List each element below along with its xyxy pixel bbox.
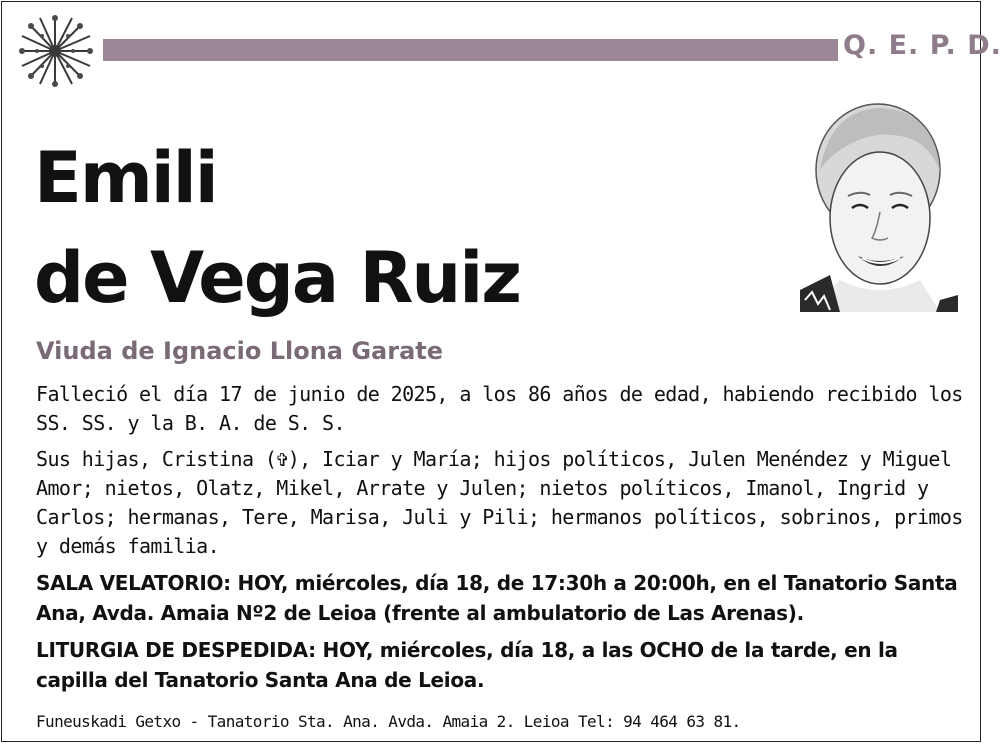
funeral-home-footer: Funeuskadi Getxo - Tanatorio Sta. Ana. Avda. Amaia 2. Leioa Tel: 94 464 63 81. bbox=[36, 712, 741, 731]
surname: de Vega Ruiz bbox=[34, 237, 520, 319]
first-name: Emili bbox=[34, 137, 217, 219]
family-paragraph: Sus hijas, Cristina (✞), Iciar y María; hijos políticos, Julen Menéndez y Miguel Amor; nietos, Olatz, Mikel, Arrate y Julen; nietos políticos, Imanol, Ingrid y Carlos; hermanas, Tere, Marisa, Juli y Pili; hermanos políticos, sobrinos, primos y demás familia. bbox=[36, 447, 963, 558]
wake-paragraph: SALA VELATORIO: HOY, miércoles, día 18, de 17:30h a 20:00h, en el Tanatorio Santa Ana, Avda. Amaia Nº2 de Leioa (frente al ambulatorio de Las Arenas). bbox=[36, 571, 958, 625]
death-paragraph: Falleció el día 17 de junio de 2025, a los 86 años de edad, habiendo recibido los SS. SS. y la B. A. de S. S. bbox=[36, 382, 963, 435]
portrait-photo bbox=[800, 100, 958, 312]
widow-of-subtitle: Viuda de Ignacio Llona Garate bbox=[36, 337, 444, 365]
obituary-body bbox=[36, 380, 966, 702]
flower-ornament-icon bbox=[12, 10, 98, 92]
qepd-heading: Q. E. P. D. bbox=[843, 30, 1002, 61]
deceased-name bbox=[34, 128, 520, 328]
liturgy-paragraph: LITURGIA DE DESPEDIDA: HOY, miércoles, día 18, a las OCHO de la tarde, en la capilla del Tanatorio Santa Ana de Leioa. bbox=[36, 638, 898, 692]
header-rule bbox=[103, 39, 838, 61]
